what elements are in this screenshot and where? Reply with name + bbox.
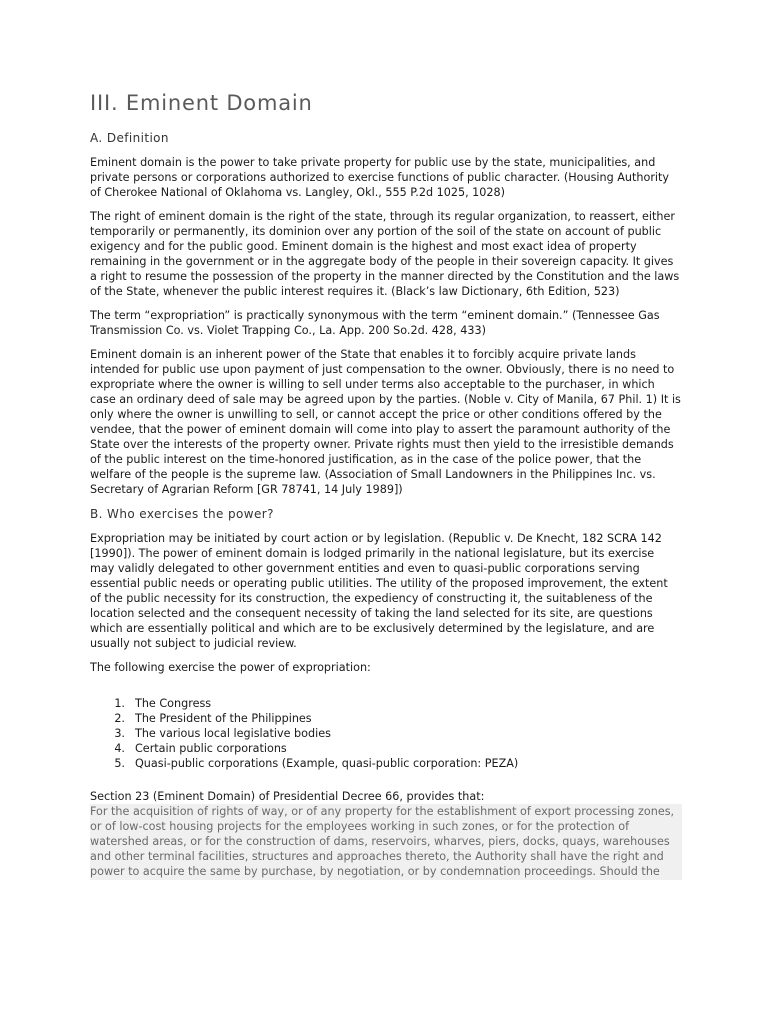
list-number: 2. [114, 712, 125, 725]
section-heading-definition: A. Definition [90, 131, 169, 145]
list-number: 5. [114, 757, 125, 770]
paragraph: The term “expropriation” is practically synonymous with the term “eminent domain.” (Tennessee Gas Transmission Co. vs. Violet Trapping Co., La. App. 200 So.2d. 428, 433) [90, 309, 660, 337]
list-number: 3. [114, 727, 125, 740]
list-item [90, 756, 682, 771]
list-item-text: The various local legislative bodies [135, 727, 331, 740]
quoted-provision: For the acquisition of rights of way, or of any property for the establishment of export processing zones, or of low-cost housing projects for the employees working in such zones, or for the protection of watershed areas, or for the construction of dams, reservoirs, wharves, piers, docks, quays, warehouses and other terminal facilities, structures and approaches thereto, the Authority shall have the right and power to acquire the same by purchase, by negotiation, or by condemnation proceedings. Should the [90, 804, 682, 880]
quote-lead: Section 23 (Eminent Domain) of Presidential Decree 66, provides that: [90, 790, 485, 803]
list-item [90, 711, 682, 726]
paragraph: Eminent domain is the power to take private property for public use by the state, municipalities, and private persons or corporations authorized to exercise functions of public character. (Housing Authority of Cherokee National of Oklahoma vs. Langley, Okl., 555 P.2d 1025, 1028) [90, 156, 670, 199]
list-item-text: Certain public corporations [135, 742, 287, 755]
expropriation-powers-list [90, 696, 682, 771]
list-item [90, 741, 682, 756]
list-number: 4. [114, 742, 125, 755]
paragraph: Expropriation may be initiated by court action or by legislation. (Republic v. De Knecht, 182 SCRA 142 [1990]). The power of eminent domain is lodged primarily in the national legislature, but its exercise may validly delegated to other government entities and even to quasi-public corporations serving essential public needs or operating public utilities. The utility of the proposed improvement, the extent of the public necessity for its construction, the expediency of constructing it, the suitableness of the location selected and the consequent necessity of taking the land selected for its site, are questions which are essentially political and which are to be exclusively determined by the legislature, and are usually not subject to judicial review. [90, 532, 668, 650]
paragraph: Eminent domain is an inherent power of the State that enables it to forcibly acquire private lands intended for public use upon payment of just compensation to the owner. Obviously, there is no need to expropriate where the owner is willing to sell under terms also acceptable to the purchaser, in which case an ordinary deed of sale may be agreed upon by the parties. (Noble v. City of Manila, 67 Phil. 1) It is only where the owner is unwilling to sell, or cannot accept the price or other conditions offered by the vendee, that the power of eminent domain will come into play to assert the paramount authority of the State over the interests of the property owner. Private rights must then yield to the irresistible demands of the public interest on the time-honored justification, as in the case of the police power, that the welfare of the people is the supreme law. (Association of Small Landowners in the Philippines Inc. vs. Secretary of Agrarian Reform [GR 78741, 14 July 1989]) [90, 348, 681, 496]
list-number: 1. [114, 697, 125, 710]
page-title: III. Eminent Domain [90, 91, 313, 115]
list-item-text: The President of the Philippines [135, 712, 312, 725]
list-item-text: Quasi-public corporations (Example, quasi-public corporation: PEZA) [135, 757, 519, 770]
list-item-text: The Congress [135, 697, 212, 710]
paragraph: The right of eminent domain is the right of the state, through its regular organization, to reassert, either temporarily or permanently, its dominion over any portion of the soil of the state on account of public exigency and for the public good. Eminent domain is the highest and most exact idea of property remaining in the government or in the aggregate body of the people in their sovereign capacity. It gives a right to resume the possession of the property in the manner directed by the Constitution and the laws of the State, whenever the public interest requires it. (Black’s law Dictionary, 6th Edition, 523) [90, 210, 680, 298]
list-item [90, 726, 682, 741]
section-heading-who-exercises: B. Who exercises the power? [90, 507, 274, 521]
list-item [90, 696, 682, 711]
document-page [90, 88, 682, 880]
paragraph: The following exercise the power of expropriation: [90, 661, 371, 674]
